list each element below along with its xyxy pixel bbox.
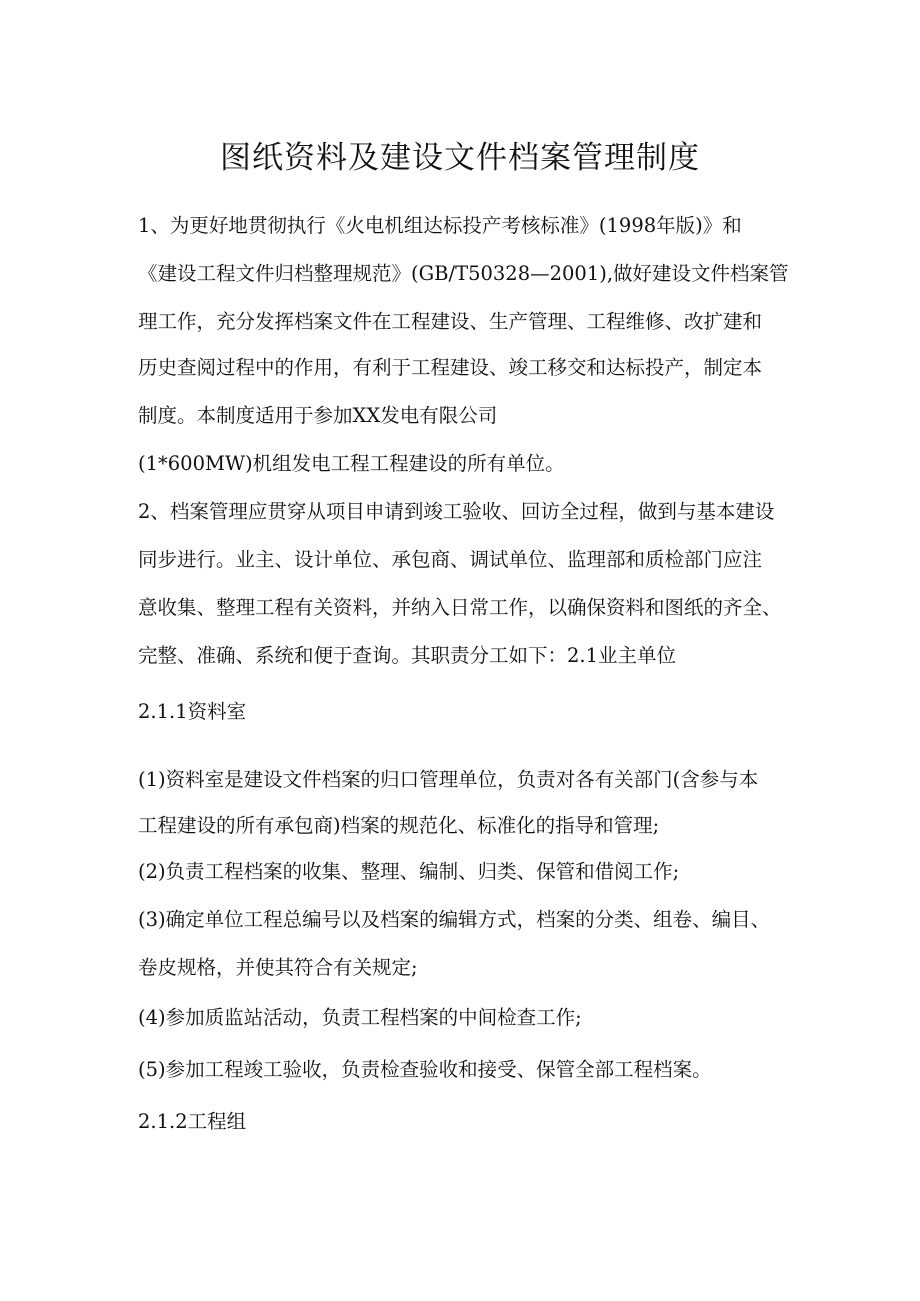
paragraph-line: 《建设工程文件归档整理规范》(GB/T50328—2001),做好建设文件档案管 [138,262,789,285]
paragraph-line: 理工作，充分发挥档案文件在工程建设、生产管理、工程维修、改扩建和 [138,310,763,333]
paragraph-line: (1*600MW)机组发电工程工程建设的所有单位。 [138,452,565,475]
paragraph-line: (3)确定单位工程总编号以及档案的编辑方式，档案的分类、组卷、编目、 [138,908,771,931]
paragraph-line: 2、档案管理应贯穿从项目申请到竣工验收、回访全过程，做到与基本建设 [138,500,775,523]
paragraph-line: (4)参加质监站活动，负责工程档案的中间检查工作; [138,1006,582,1029]
paragraph-line: 工程建设的所有承包商)档案的规范化、标准化的指导和管理; [138,814,660,837]
section-heading: 2.1.2工程组 [138,1110,247,1133]
paragraph-line: 卷皮规格，并使其符合有关规定; [138,956,418,979]
paragraph-line: (1)资料室是建设文件档案的归口管理单位，负责对各有关部门(含参与本 [138,768,759,791]
paragraph-line: (5)参加工程竣工验收，负责检查验收和接受、保管全部工程档案。 [138,1058,712,1081]
document-title: 图纸资料及建设文件档案管理制度 [220,140,700,176]
paragraph-line: 同步进行。业主、设计单位、承包商、调试单位、监理部和质检部门应注 [138,548,763,571]
paragraph-line: 历史查阅过程中的作用，有利于工程建设、竣工移交和达标投产，制定本 [138,356,763,379]
paragraph-line: 完整、准确、系统和便于查询。其职责分工如下：2.1业主单位 [138,644,677,667]
paragraph-line: 1、为更好地贯彻执行《火电机组达标投产考核标准》(1998年版)》和 [138,214,742,237]
paragraph-line: 意收集、整理工程有关资料，并纳入日常工作，以确保资料和图纸的齐全、 [138,596,782,619]
section-heading: 2.1.1资料室 [138,700,247,723]
paragraph-line: (2)负责工程档案的收集、整理、编制、归类、保管和借阅工作; [138,860,680,883]
paragraph-line: 制度。本制度适用于参加XX发电有限公司 [138,404,498,427]
